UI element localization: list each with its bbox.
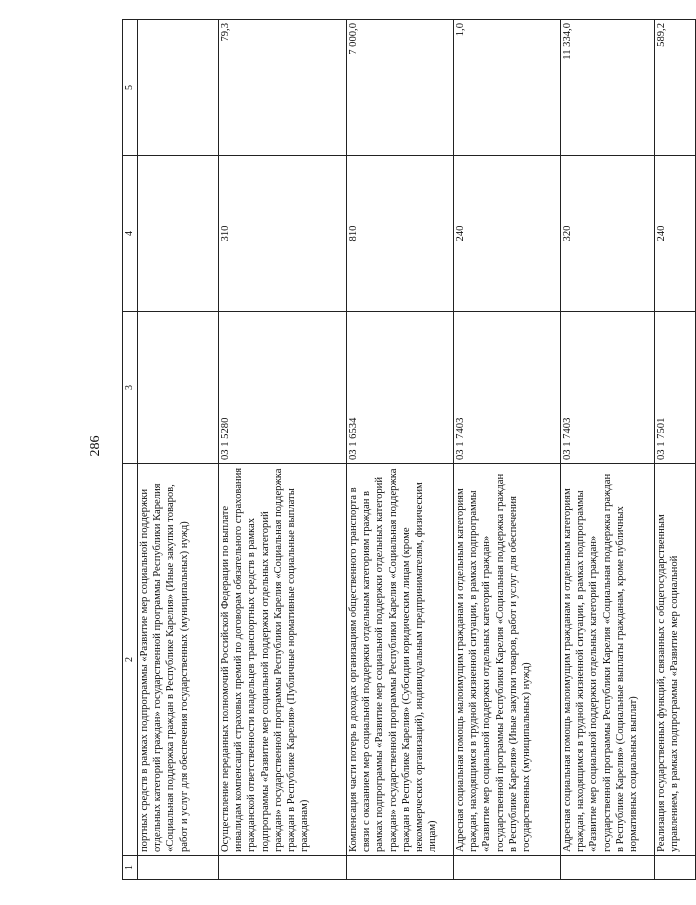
row-number-cell [347,856,454,880]
amount-cell: 589,2 [655,20,696,156]
description-cell: Компенсация части потерь в доходах организациям общественного транспорта в связи с оказанием мер социальной поддержки отдельным категориям граждан в рамках подпрограммы «Развитие мер социальной поддержки отдельных категорий граждан» государственной программы Республики Карелия «Социальная поддержка граждан в Республике Карелия» (Субсидии юридическим лицам (кроме некоммерческих организаций), индивидуальным предпринимателям, физическим лицам) [347,464,454,856]
amount-cell: 79,3 [219,20,347,156]
expense-type-cell: 310 [219,156,347,312]
budget-table [122,19,696,880]
row-number-cell [561,856,655,880]
description-cell: Адресная социальная помощь малоимущим гражданам и отдельным категориям граждан, находящимся в трудной жизненной ситуации, в рамках подпрограммы «Развитие мер социальной поддержки отдельных категорий граждан» государственной программы Республики Карелия «Социальная поддержка граждан в Республике Карелия» (Иные закупки товаров, работ и услуг для обеспечения государственных (муниципальных) нужд) [454,464,561,856]
expense-type-cell: 240 [454,156,561,312]
description-cell: портных средств в рамках подпрограммы «Развитие мер социальной поддержки отдельных категорий граждан» государственной программы Республики Карелия «Социальная поддержка граждан в Республике Карелия» (Иные закупки товаров, работ и услуг для обеспечения государственных (муниципальных) нужд) [138,464,219,856]
target-code-cell: 03 1 6534 [347,312,454,464]
row-number-cell [454,856,561,880]
target-code-cell: 03 1 7403 [454,312,561,464]
target-code-cell: 03 1 5280 [219,312,347,464]
table-row [138,20,219,880]
column-header-3: 3 [123,312,138,464]
target-code-cell [138,312,219,464]
row-number-cell [138,856,219,880]
target-code-cell: 03 1 7403 [561,312,655,464]
expense-type-cell: 320 [561,156,655,312]
description-cell: Адресная социальная помощь малоимущим гражданам и отдельным категориям граждан, находящимся в трудной жизненной ситуации, в рамках подпрограммы «Развитие мер социальной поддержки отдельных категорий граждан» государственной программы Республики Карелия «Социальная поддержка граждан в Республике Карелия» (Социальные выплаты гражданам, кроме публичных нормативных социальных выплат) [561,464,655,856]
table-header-row [123,20,138,880]
budget-table-container [122,20,681,880]
row-number-cell [655,856,696,880]
column-header-5: 5 [123,20,138,156]
table-row [655,20,696,880]
expense-type-cell [138,156,219,312]
description-cell: Реализация государственных функций, связанных с общегосударственным управлением, в рамках подпрограммы «Развитие мер социальной [655,464,696,856]
table-row [347,20,454,880]
column-header-2: 2 [123,464,138,856]
column-header-1: 1 [123,856,138,880]
amount-cell: 11 334,0 [561,20,655,156]
table-row [561,20,655,880]
expense-type-cell: 240 [655,156,696,312]
page-number-text: 286 [88,435,103,457]
column-header-4: 4 [123,156,138,312]
table-row [219,20,347,880]
row-number-cell [219,856,347,880]
description-cell: Осуществление переданных полномочий Российской Федерации по выплате инвалидам компенсаций страховых премий по договорам обязательного страхования гражданской ответственности владельцев транспортных средств в рамках подпрограммы «Развитие мер социальной поддержки отдельных категорий граждан» государственной программы Республики Карелия «Социальная поддержка граждан в Республике Карелия» (Публичные нормативные социальные выплаты гражданам) [219,464,347,856]
target-code-cell: 03 1 7501 [655,312,696,464]
expense-type-cell: 810 [347,156,454,312]
table-row [454,20,561,880]
amount-cell: 1,0 [454,20,561,156]
amount-cell [138,20,219,156]
amount-cell: 7 000,0 [347,20,454,156]
